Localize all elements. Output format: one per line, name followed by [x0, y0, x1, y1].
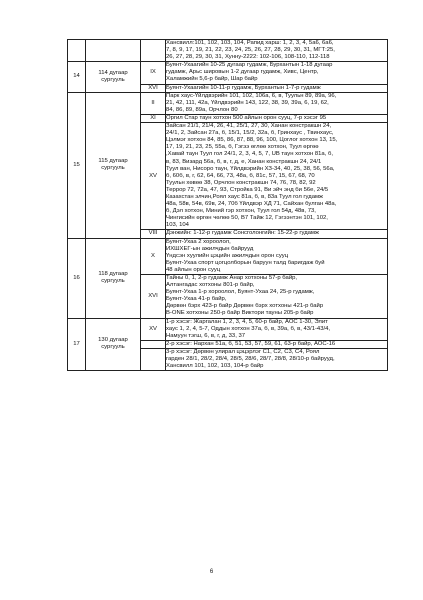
school-name-line: 118 дугаар	[98, 270, 128, 277]
address-line: 24/1, 2, Зайсан 27а, б, 15/1, 15/2, 32а, б, Гринхаус , Твинхаус,	[166, 130, 334, 137]
address-line: Хансвилл 101, 102, 103, 104-р байр	[166, 363, 264, 370]
address-line: гарден 28/1, 28/2, 28/4, 28/5, 28/6, 28/7, 28/8, 28/10-р байрууд,	[166, 356, 335, 363]
address-line: Үндсэн хуулийн цэцийн ажилчдын орон сууц	[166, 252, 289, 259]
address-list	[166, 348, 388, 370]
table-body	[68, 40, 388, 371]
address-line: ИХШХЕГ-ын ажилчдын байрууд	[166, 245, 254, 252]
address-line: Намуун тэгш, 6, в, г, д, 33, 37	[166, 332, 246, 339]
address-list	[166, 84, 388, 92]
address-line: в, 83, Визард 56а, б, в, г, д, е, Ханан констракшн 24, 24/1	[166, 158, 322, 165]
address-line: Буянт-Ухаа 2 хороолол,	[166, 238, 231, 245]
address-list	[166, 230, 388, 238]
school-name	[86, 238, 141, 318]
address-line: 26, 27, 28, 29, 30, 31, Хунну-2222: 102-106, 108-110, 112-118	[166, 54, 330, 61]
address-line: Тайны 0, 1, 2-р гудамж Анар хотхоны 57-р байр,	[166, 275, 298, 281]
page-number: 6	[209, 569, 214, 575]
address-list	[166, 114, 388, 122]
school-name-line: 115 дугаар	[98, 158, 128, 164]
address-line: ,Хавай таун Туул гол 24/1, 2, 3, 4, 5, 7, UB таун хотхон 81а, б,	[166, 151, 333, 158]
address-line: 3-р хэсэг: Дөрвөн улирал цэцэрлэг С1, С2, С3, С4, Роял	[166, 348, 320, 355]
table-row	[68, 92, 388, 114]
address-line: Туул ван, Нисоро таун, Үйлдвэрийн ХЗ-34, 40, 25, 38, 56, 56а,	[166, 165, 335, 172]
address-line: 48 айлын орон сууц	[166, 266, 221, 273]
address-line: 21, 42, 111, 42а, Үйлдвэрийн 143, 122, 38, 39, 39а, 6, 19, 62,	[166, 99, 329, 106]
address-line: Цэлмэг хотхон 84, 85, 86, 87, 88, 96, 100, Цоглог хотхон 13, 15,	[166, 137, 338, 144]
district-number	[141, 340, 166, 348]
address-line: 2-р хэсэг: Нархан 51а, б, 51, 53, 57, 59, 61, 63-р байр, АОС-16	[166, 340, 336, 347]
address-line: Туульн хөвөө 38, Орчлон констракшн 74, 76, 78, 82, 92	[166, 179, 316, 186]
school-name-line: 114 дугаар	[98, 69, 128, 76]
address-line: хаус 1, 2, 4, 5-7, Оддын хотхон 37а, б, в, 39а, б, в, 43/1-43/4,	[166, 325, 331, 332]
address-list	[166, 318, 388, 340]
address-line: Парк хаус-Үйлдвэрийн 101, 102, 106а, 6, в, Туульн 89, 89а, 96,	[166, 92, 337, 99]
table-row	[68, 62, 388, 84]
address-list	[166, 123, 388, 230]
school-name-line: 130 дугаар	[98, 337, 128, 344]
address-line: Оргил Стар таун хотхон 500 айлын орон сууц, 7-р хэсэг 95	[166, 114, 327, 121]
address-list	[166, 238, 388, 274]
district-number: XVI	[141, 275, 166, 319]
address-line: Казахстан элчин,Роял хаус 81а, б, в, 83а Туул гол гудамж	[166, 193, 323, 200]
address-line: Хансвилл:101, 102, 103, 104, Рапид харш: 1, 2, 3, 4, 5а6, 6а6,	[166, 40, 334, 46]
school-name-line: сургууль	[101, 344, 125, 351]
address-line: б, Дэл хотхон, Миний гэр хотхон, Туул гол 54д, 48в, 73,	[166, 208, 316, 215]
table-row	[68, 40, 388, 62]
address-line: Буянт-Ухаагийн 10-11-р гудамж, Бурхантын 1-7-р гудамж	[166, 84, 321, 91]
address-line: Дөрвөн бэрх 423-р байр Дөрвөн бэрх хотхоны 421-р байр	[166, 303, 324, 310]
address-line: 48а, 58в, 54в, 69в, 24, 70б Үйлдвэр ХД 71, Сайхан булган 48а,	[166, 201, 337, 208]
address-line: Зайсан 21/1, 21/4, 26, 41, 25/1, 27, 30, Ханан констракшн 24,	[166, 123, 332, 130]
school-name	[86, 92, 141, 238]
row-number	[68, 40, 86, 62]
address-line: Халамжийн 5,6-р байр, Шар байр	[166, 76, 258, 83]
school-name-line: сургууль	[101, 278, 125, 285]
school-name	[86, 318, 141, 371]
address-line: б, 60б, в, г, 62, 64, 66, 73, 48а, б, 81с, 57, 15, 67, 68, 70	[166, 172, 315, 179]
address-line: гудамж, Арьс шировын 1-2 дугаар гудамж, Хивс, Центр,	[166, 69, 319, 76]
table-row	[68, 238, 388, 274]
address-line: Буянт-Ухаа 1-р хороолол, Буянт-Ухаа 24, 25-р гудамж,	[166, 289, 315, 296]
address-line: Чингисийн өргөн чөлөө 50, В7 Тайж 12, Гэгээнтэн 101, 102,	[166, 215, 328, 222]
district-number: II	[141, 92, 166, 114]
district-number: VIII	[141, 230, 166, 238]
address-line: Буянт-Ухаа 41-р байр,	[166, 296, 227, 303]
address-line: Дэнжийн: 1-12-р гудамж Сонсголонгийн: 15-22-р гудамж	[166, 230, 319, 237]
district-number: IX	[141, 62, 166, 84]
row-number: 14	[68, 62, 86, 92]
school-district-table	[67, 39, 388, 371]
school-name-line: сургууль	[101, 165, 125, 172]
row-number: 16	[68, 238, 86, 318]
address-line: 103, 104	[166, 222, 189, 229]
table-row	[68, 318, 388, 340]
address-line: Буянт-Ухаагийн 10-25 дугаар гудамж, Бурхантын 1-18 дугаар	[166, 62, 333, 69]
school-name-line: сургууль	[101, 76, 125, 83]
school-name	[86, 62, 141, 92]
district-number: XI	[141, 114, 166, 122]
row-number: 15	[68, 92, 86, 238]
address-list	[166, 275, 388, 319]
district-number: XV	[141, 123, 166, 230]
district-number: XV	[141, 318, 166, 340]
district-number: X	[141, 238, 166, 274]
district-number	[141, 40, 166, 62]
address-list	[166, 340, 388, 348]
address-line: Буянт-Ухаа спорт цогцолборын баруун талд баригдаж буй	[166, 259, 325, 266]
address-line: 84, 86, 89, 89а, Орчлон 80	[166, 106, 238, 113]
address-line: Алтангадас хотхоны 801-р байр,	[166, 282, 255, 289]
address-line: Террор 72, 72а, 47, 93, Стройка 91, Ви эйч энд би 56е, 24/5	[166, 186, 329, 193]
address-line: 17, 19, 21, 23, 25, 55а, б, Гэгээ өглөө хотхон, Туул өргөө	[166, 144, 319, 151]
address-line: 1-р хэсэг: Жаргалан 1, 2, 3, 4, 5, 60-р байр, АОС 1-30, Элит	[166, 318, 328, 325]
school-name	[86, 40, 141, 62]
address-list	[166, 62, 388, 84]
district-number: XVI	[141, 84, 166, 92]
district-number	[141, 348, 166, 370]
row-number: 17	[68, 318, 86, 371]
address-line: B-ONE хотхоны 250-р байр Виктори тауны 205-р байр	[166, 310, 314, 317]
address-list	[166, 40, 388, 62]
address-list	[166, 92, 388, 114]
address-line: 7, 8, 9, 17, 19, 21, 22, 23, 24, 25, 26, 27, 28, 29, 30, 31, МГТ:25,	[166, 47, 335, 54]
